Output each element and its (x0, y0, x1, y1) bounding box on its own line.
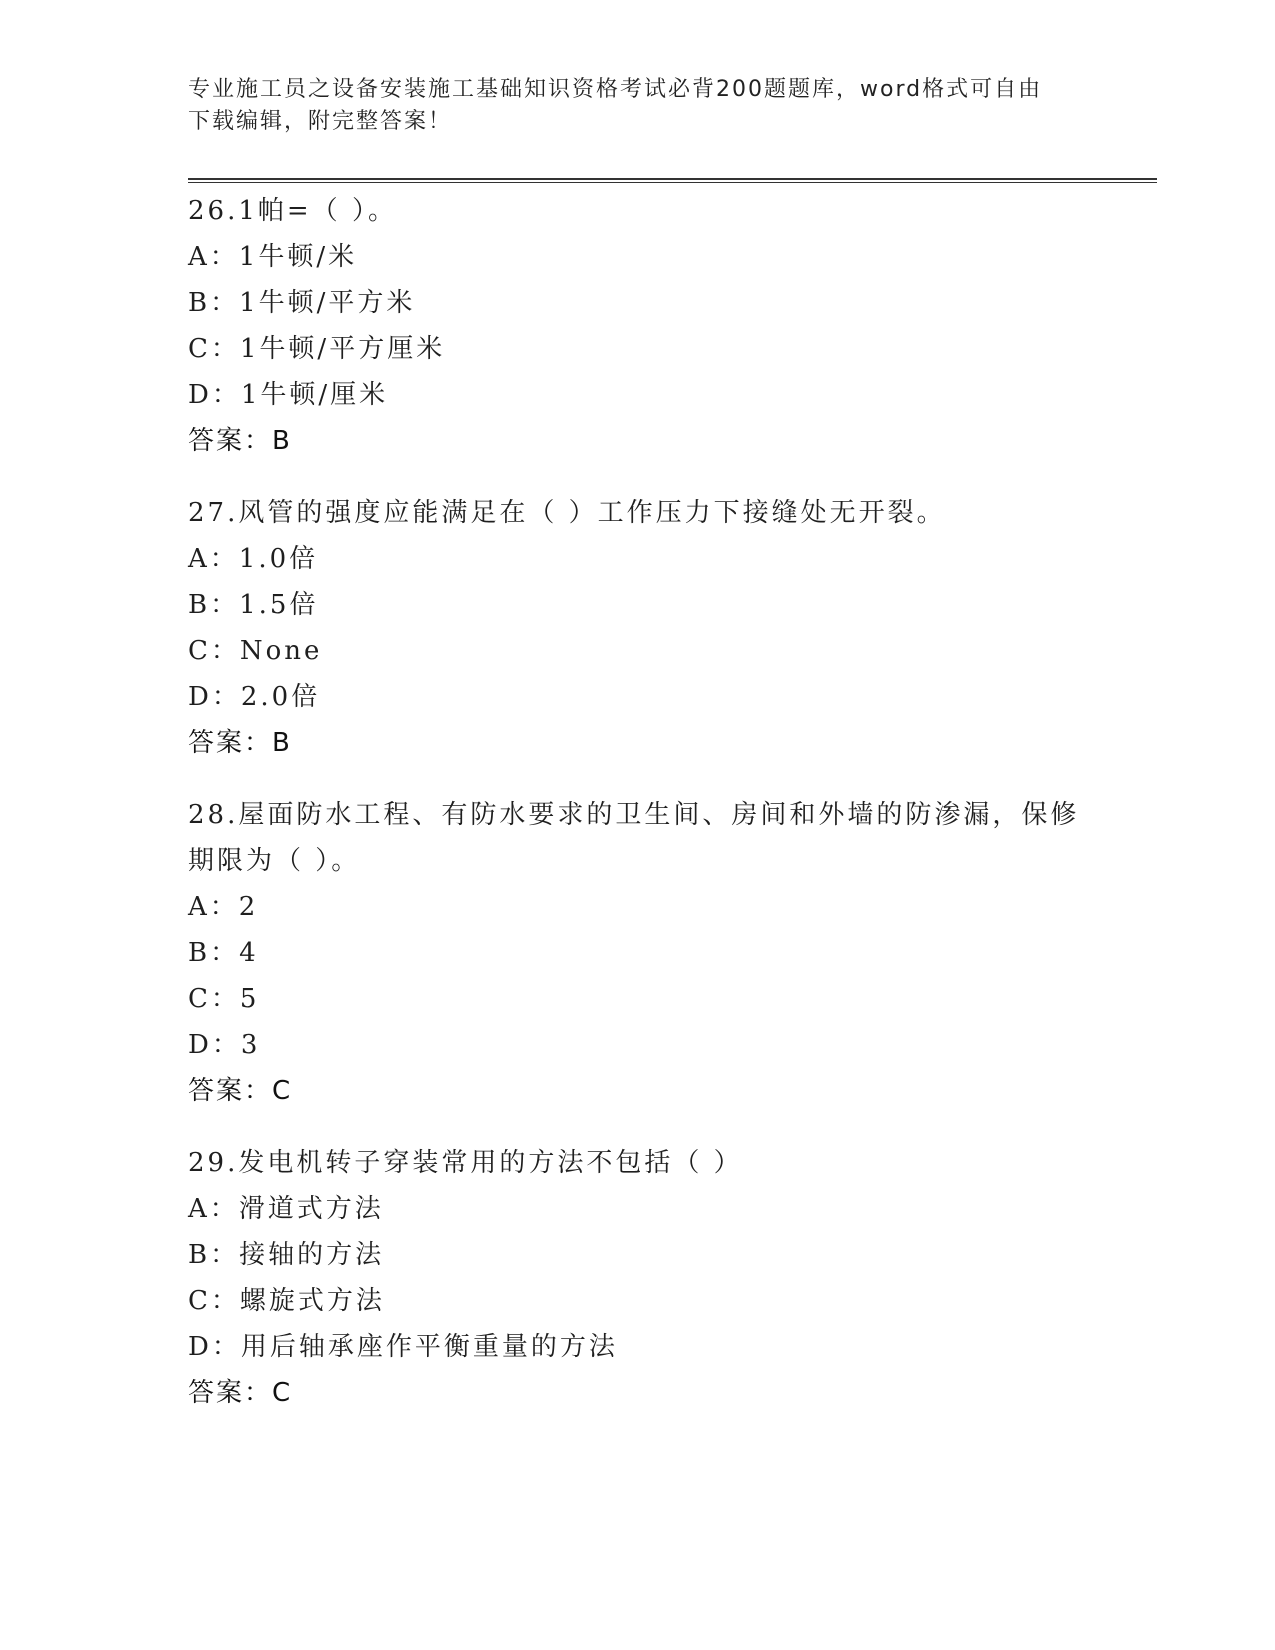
question-29 (188, 1140, 1148, 1416)
option-d: D：用后轴承座作平衡重量的方法 (188, 1332, 618, 1362)
option-c: C：5 (188, 984, 260, 1014)
option-c: C：螺旋式方法 (188, 1286, 385, 1316)
option-d: D：1牛顿/厘米 (188, 380, 389, 410)
answer-text: 答案：B (188, 426, 292, 456)
question-text: 26.1帕=（ ）。 (188, 196, 397, 226)
question-list (188, 188, 1148, 1442)
document-header (188, 74, 1088, 138)
header-line-1: 专业施工员之设备安装施工基础知识资格考试必背200题题库，word格式可自由 (188, 77, 1043, 102)
option-a: A：滑道式方法 (188, 1194, 384, 1224)
option-b: B：接轴的方法 (188, 1240, 385, 1270)
option-b: B：1牛顿/平方米 (188, 288, 416, 318)
option-b: B：4 (188, 938, 259, 968)
question-27 (188, 490, 1148, 766)
option-b: B：1.5倍 (188, 590, 319, 620)
option-c: C：None (188, 636, 323, 666)
option-c: C：1牛顿/平方厘米 (188, 334, 446, 364)
question-text: 27.风管的强度应能满足在（ ）工作压力下接缝处无开裂。 (188, 498, 946, 528)
question-text: 28.屋面防水工程、有防水要求的卫生间、房间和外墙的防渗漏，保修 (188, 800, 1080, 830)
option-a: A：2 (188, 892, 259, 922)
question-text: 29.发电机转子穿装常用的方法不包括（ ） (188, 1148, 743, 1178)
header-line-2: 下载编辑，附完整答案！ (188, 109, 453, 134)
option-a: A：1牛顿/米 (188, 242, 358, 272)
answer-text: 答案：C (188, 1378, 293, 1408)
answer-text: 答案：B (188, 728, 292, 758)
header-divider (188, 178, 1157, 183)
question-28 (188, 792, 1148, 1114)
question-26 (188, 188, 1148, 464)
option-d: D：2.0倍 (188, 682, 321, 712)
option-a: A：1.0倍 (188, 544, 319, 574)
option-d: D：3 (188, 1030, 261, 1060)
answer-text: 答案：C (188, 1076, 293, 1106)
question-text-continued: 期限为（ ）。 (188, 846, 361, 876)
